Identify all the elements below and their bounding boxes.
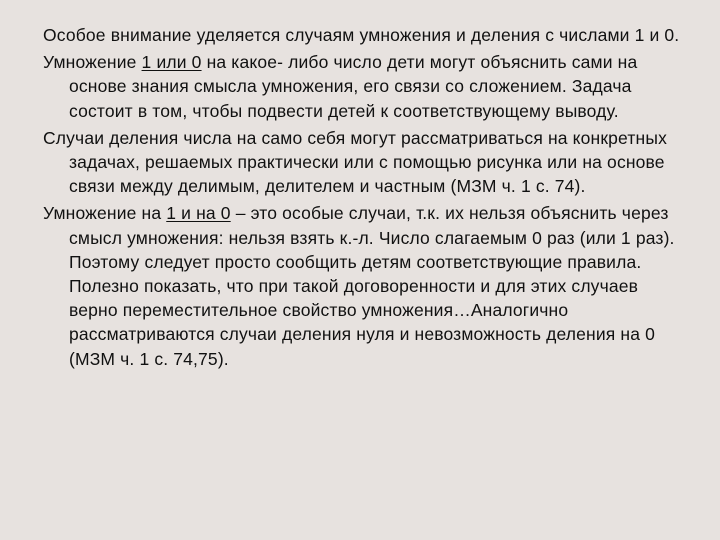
underlined-numbers: 1 или 0	[141, 52, 202, 73]
paragraph-text: – это особые случаи, т.к. их нельзя объяснить через смысл умножения: нельзя взять к.-л. Число слагаемым 0 раз (или 1 раз). Поэтому следует просто сообщить детям соответствующие правила. Полезно показать, что при такой договоренности и для этих случаев верно переместительное свойство умножения…Аналогично рассматриваются случаи деления нуля и невозможность деления на 0 (МЗМ ч. 1 с. 74,75).	[69, 203, 675, 369]
paragraph-multiplication-by-1-or-0	[43, 50, 688, 123]
slide-text-body	[43, 23, 688, 374]
paragraph-division-by-itself	[43, 126, 688, 199]
paragraph-text: на какое- либо число дети могут объяснить сами на основе знания смысла умножения, его связи со сложением. Задача состоит в том, чтобы подвести детей к соответствующему выводу.	[69, 52, 638, 121]
paragraph-text: Умножение	[43, 52, 142, 73]
paragraph-special-cases	[43, 23, 688, 47]
paragraph-multiplication-rules	[43, 201, 688, 370]
paragraph-text: Умножение на	[43, 203, 167, 224]
paragraph-text: Особое внимание уделяется случаям умножения и деления с числами 1 и 0.	[43, 25, 680, 45]
paragraph-text: Случаи деления числа на само себя могут рассматриваться на конкретных задачах, решаемых практически или с помощью рисунка или на основе связи между делимым, делителем и частным (МЗМ ч. 1 с. 74).	[43, 127, 667, 197]
underlined-numbers: 1 и на 0	[166, 203, 231, 224]
